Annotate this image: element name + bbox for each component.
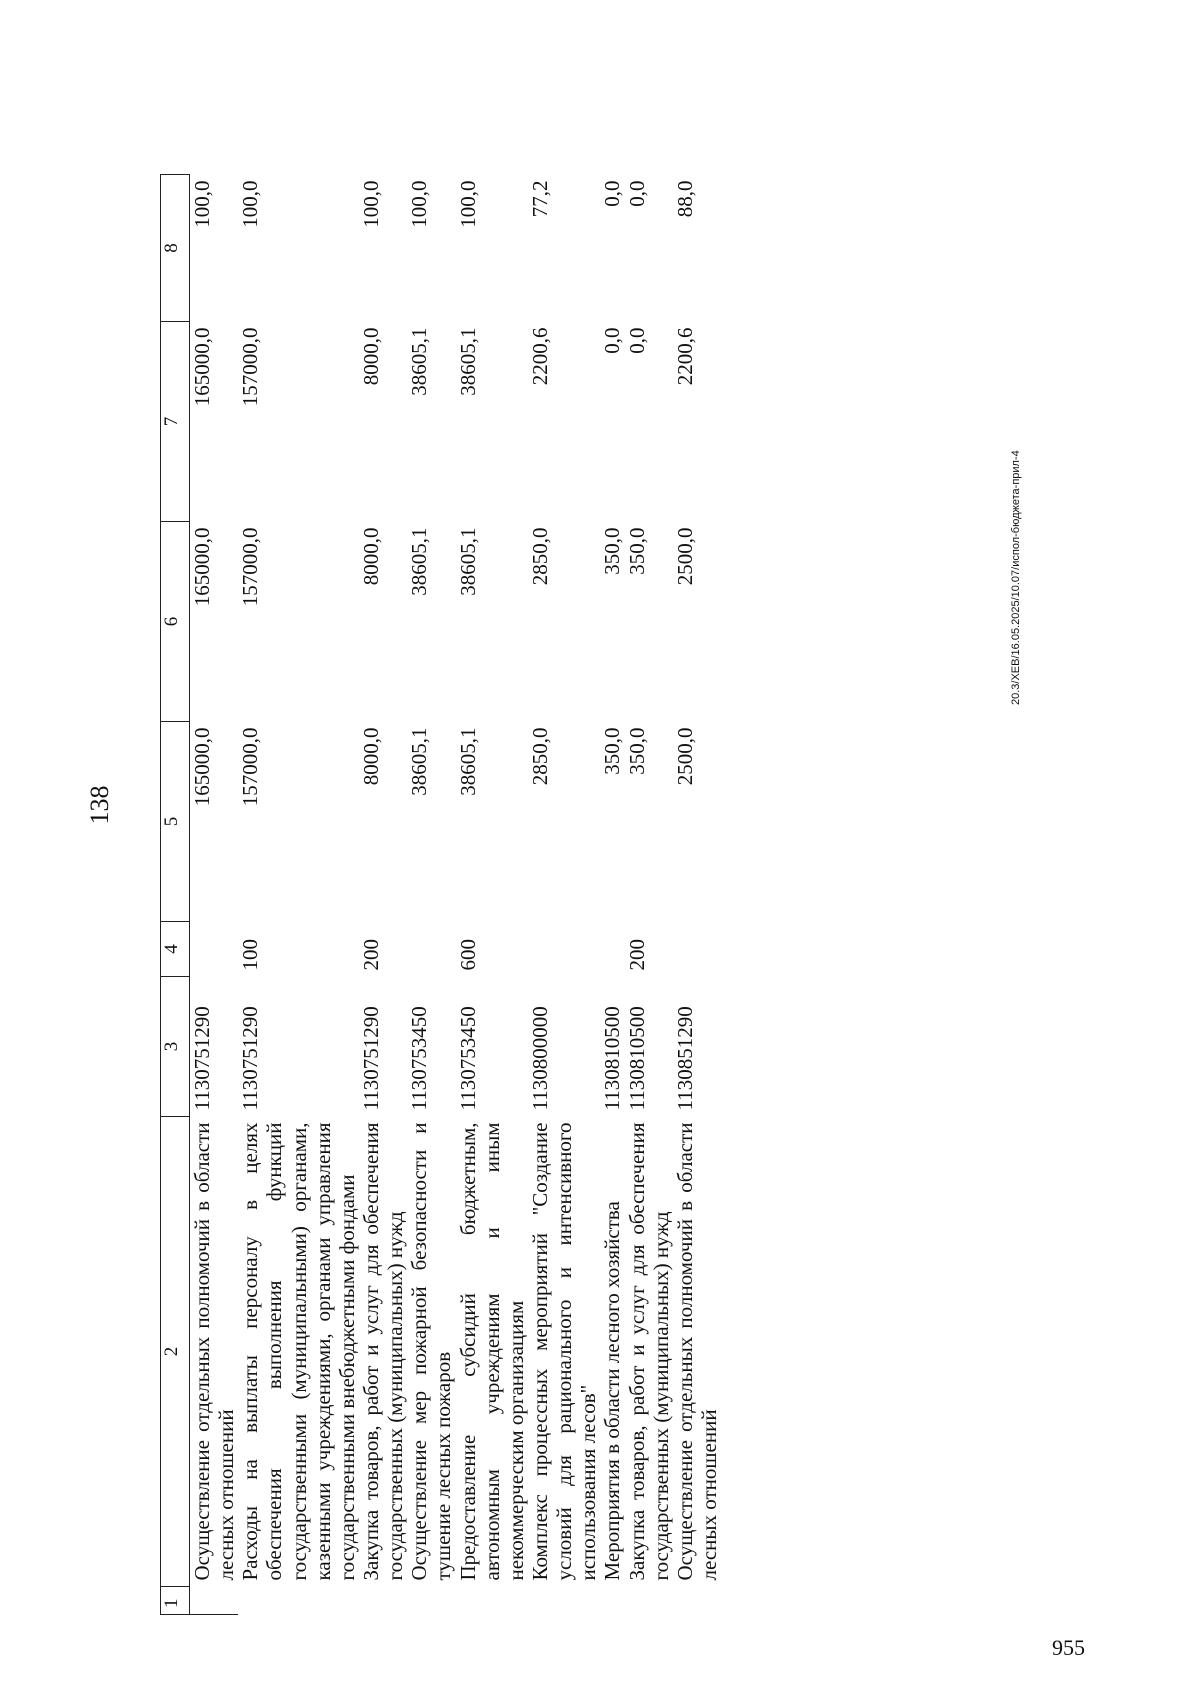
- row-value-7: 38605,1: [407, 327, 432, 396]
- table-header-row: [161, 175, 190, 1615]
- row-value-7: 165000,0: [190, 327, 214, 407]
- row-value-5: 2850,0: [527, 727, 552, 786]
- rotated-table-sheet: [160, 175, 1100, 1615]
- header-col-3: 3: [161, 977, 190, 1117]
- row-name: Закупка товаров, работ и услуг для обеспечения государственных (муниципальных) нужд: [358, 1122, 408, 1581]
- row-type: 200: [358, 939, 383, 971]
- row-value-8: 100,0: [407, 180, 432, 228]
- row-value-5: 2500,0: [672, 727, 697, 786]
- header-col-5: 5: [161, 722, 190, 922]
- row-type: [673, 922, 721, 977]
- row-value-6: 350,0: [624, 527, 649, 575]
- header-col-1: 1: [161, 1587, 190, 1615]
- row-value-7: 0,0: [624, 327, 649, 354]
- row-name: Расходы на выплаты персоналу в целях обеспечения выполнения функций государственными (муниципальными) органами, казенными учреждениями, органами управления государственными внебюджетными фондами: [238, 1122, 359, 1581]
- row-value-5: 38605,1: [455, 727, 480, 796]
- row-name: Комплекс процессных мероприятий "Создание условий для рационального и интенсивного использования лесов": [527, 1122, 601, 1581]
- row-code: 1130753450: [455, 1006, 480, 1111]
- row-value-7: 2200,6: [527, 327, 552, 386]
- row-value-6: 38605,1: [407, 527, 432, 596]
- row-value-8: 100,0: [455, 180, 480, 228]
- row-value-8: 77,2: [527, 180, 552, 218]
- row-type: [528, 922, 600, 977]
- row-code: 1130751290: [238, 1006, 263, 1111]
- row-code: 1130800000: [527, 1006, 552, 1111]
- row-value-5: 350,0: [600, 727, 625, 775]
- table-row: [238, 175, 359, 1615]
- row-value-6: 2500,0: [672, 527, 697, 586]
- document-footer-code: 20.3/ХЕВ/16.05.2025/10.07/испол-бюджета-прил-4: [1010, 450, 1022, 705]
- row-code: 1130810500: [624, 1006, 649, 1111]
- page-number: 138: [85, 785, 114, 825]
- budget-table: [160, 174, 721, 1615]
- row-type: [407, 922, 455, 977]
- table-row: [625, 175, 673, 1615]
- header-col-6: 6: [161, 522, 190, 722]
- row-type: 600: [455, 939, 480, 971]
- row-value-8: 0,0: [600, 180, 625, 207]
- row-value-6: 157000,0: [238, 527, 263, 607]
- row-value-5: 165000,0: [190, 727, 214, 807]
- row-code: 1130753450: [407, 1006, 432, 1111]
- row-value-8: 100,0: [358, 180, 383, 228]
- row-value-8: 0,0: [624, 180, 649, 207]
- row-value-7: 157000,0: [238, 327, 263, 407]
- row-value-7: 38605,1: [455, 327, 480, 396]
- table-row: [673, 175, 721, 1615]
- table-row: [407, 175, 455, 1615]
- row-type: 200: [624, 939, 649, 971]
- row-name: Закупка товаров, работ и услуг для обеспечения государственных (муниципальных) нужд: [624, 1122, 673, 1581]
- row-value-8: 88,0: [672, 180, 697, 218]
- row-name: Предоставление субсидий бюджетным, автономным учреждениям и иным некоммерческим организациям: [455, 1122, 528, 1581]
- row-value-7: 2200,6: [672, 327, 697, 386]
- row-type: [190, 922, 239, 977]
- row-value-8: 100,0: [238, 180, 263, 228]
- row-value-7: 8000,0: [358, 327, 383, 386]
- row-name: Осуществление отдельных полномочий в области лесных отношений: [672, 1122, 721, 1581]
- table-row: [528, 175, 600, 1615]
- row-value-6: 8000,0: [358, 527, 383, 586]
- row-type: [600, 922, 624, 977]
- row-code: 1130851290: [672, 1006, 697, 1111]
- row-value-5: 38605,1: [407, 727, 432, 796]
- row-value-6: 350,0: [600, 527, 625, 575]
- row-value-5: 157000,0: [238, 727, 263, 807]
- table-row: [600, 175, 624, 1615]
- row-value-7: 0,0: [600, 327, 625, 354]
- table-row: [190, 175, 239, 1615]
- row-name: Осуществление отдельных полномочий в области лесных отношений: [190, 1122, 239, 1581]
- row-code: 1130751290: [190, 1006, 214, 1111]
- table-row: [359, 175, 407, 1615]
- header-col-7: 7: [161, 322, 190, 522]
- sheet-number: 955: [1052, 1635, 1085, 1660]
- row-name: Мероприятия в области лесного хозяйства: [600, 1201, 625, 1581]
- row-value-5: 8000,0: [358, 727, 383, 786]
- row-value-6: 165000,0: [190, 527, 214, 607]
- row-value-6: 38605,1: [455, 527, 480, 596]
- row-value-5: 350,0: [624, 727, 649, 775]
- row-code: 1130810500: [600, 1006, 625, 1111]
- header-col-2: 2: [161, 1117, 190, 1587]
- table-row: [456, 175, 528, 1615]
- header-col-4: 4: [161, 922, 190, 977]
- row-value-6: 2850,0: [527, 527, 552, 586]
- row-name: Осуществление мер пожарной безопасности и тушение лесных пожаров: [407, 1122, 456, 1581]
- row-code: 1130751290: [358, 1006, 383, 1111]
- row-type: 100: [238, 939, 263, 971]
- row-value-8: 100,0: [190, 180, 214, 228]
- header-col-8: 8: [161, 175, 190, 322]
